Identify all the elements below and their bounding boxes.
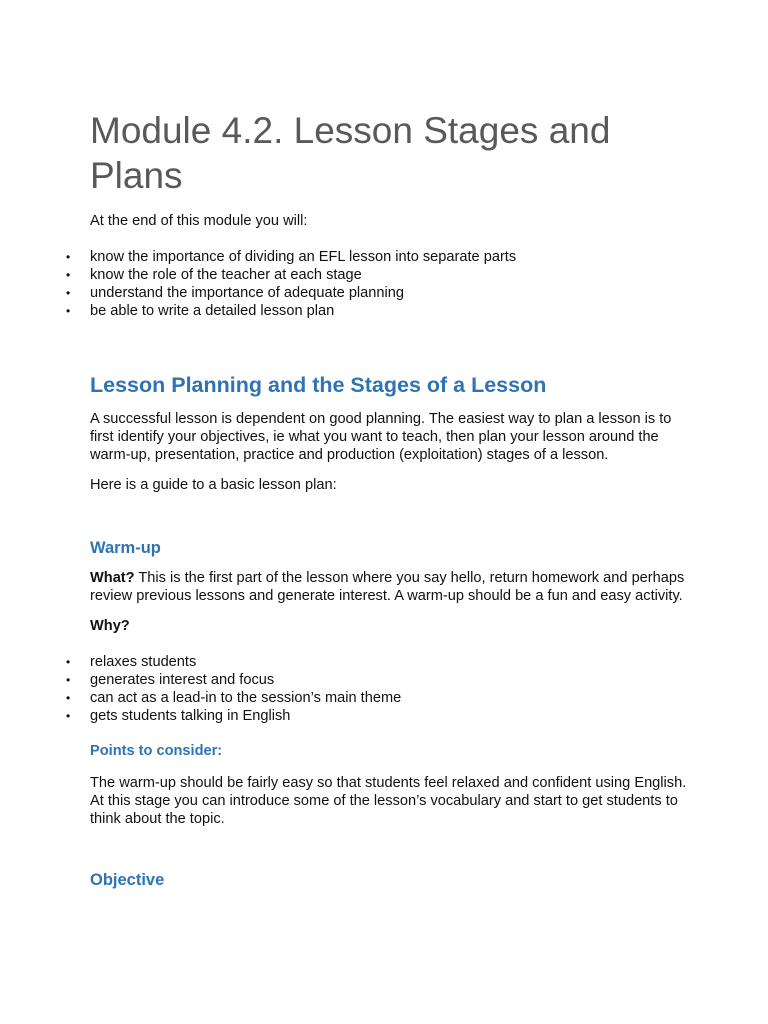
reasons-list: [90, 653, 690, 725]
what-label: What?: [90, 570, 135, 586]
list-item: • understand the importance of adequate planning: [90, 284, 690, 302]
list-item: • be able to write a detailed lesson plan: [90, 302, 690, 320]
list-item: • know the role of the teacher at each stage: [90, 266, 690, 284]
objectives-list: [90, 248, 690, 320]
list-item: • relaxes students: [90, 653, 690, 671]
list-item: • generates interest and focus: [90, 671, 690, 689]
section-paragraph: A successful lesson is dependent on good planning. The easiest way to plan a lesson is to first identify your objectives, ie what you want to teach, then plan your lesson around the warm-up, presentation, practice and production (exploitation) stages of a lesson.: [90, 411, 672, 463]
points-paragraph: The warm-up should be fairly easy so that students feel relaxed and confident using English. At this stage you can introduce some of the lesson’s vocabulary and start to get students to think about the topic.: [90, 775, 687, 827]
warmup-heading: Warm-up: [90, 539, 161, 557]
section-heading: Lesson Planning and the Stages of a Lesson: [90, 373, 547, 397]
why-label: Why?: [90, 618, 130, 634]
page-title: Module 4.2. Lesson Stages and Plans: [90, 110, 611, 196]
list-item: • know the importance of dividing an EFL lesson into separate parts: [90, 248, 690, 266]
objective-heading: Objective: [90, 871, 165, 889]
section-paragraph: Here is a guide to a basic lesson plan:: [90, 477, 337, 493]
points-heading: Points to consider:: [90, 743, 223, 759]
list-item: • can act as a lead-in to the session’s main theme: [90, 689, 690, 707]
list-item: • gets students talking in English: [90, 707, 690, 725]
intro-text: At the end of this module you will:: [90, 213, 308, 229]
what-text: This is the first part of the lesson where you say hello, return homework and perhaps review previous lessons and generate interest. A warm-up should be a fun and easy activity.: [90, 570, 685, 604]
warmup-what-paragraph: [90, 569, 690, 605]
document-content: [90, 108, 690, 890]
